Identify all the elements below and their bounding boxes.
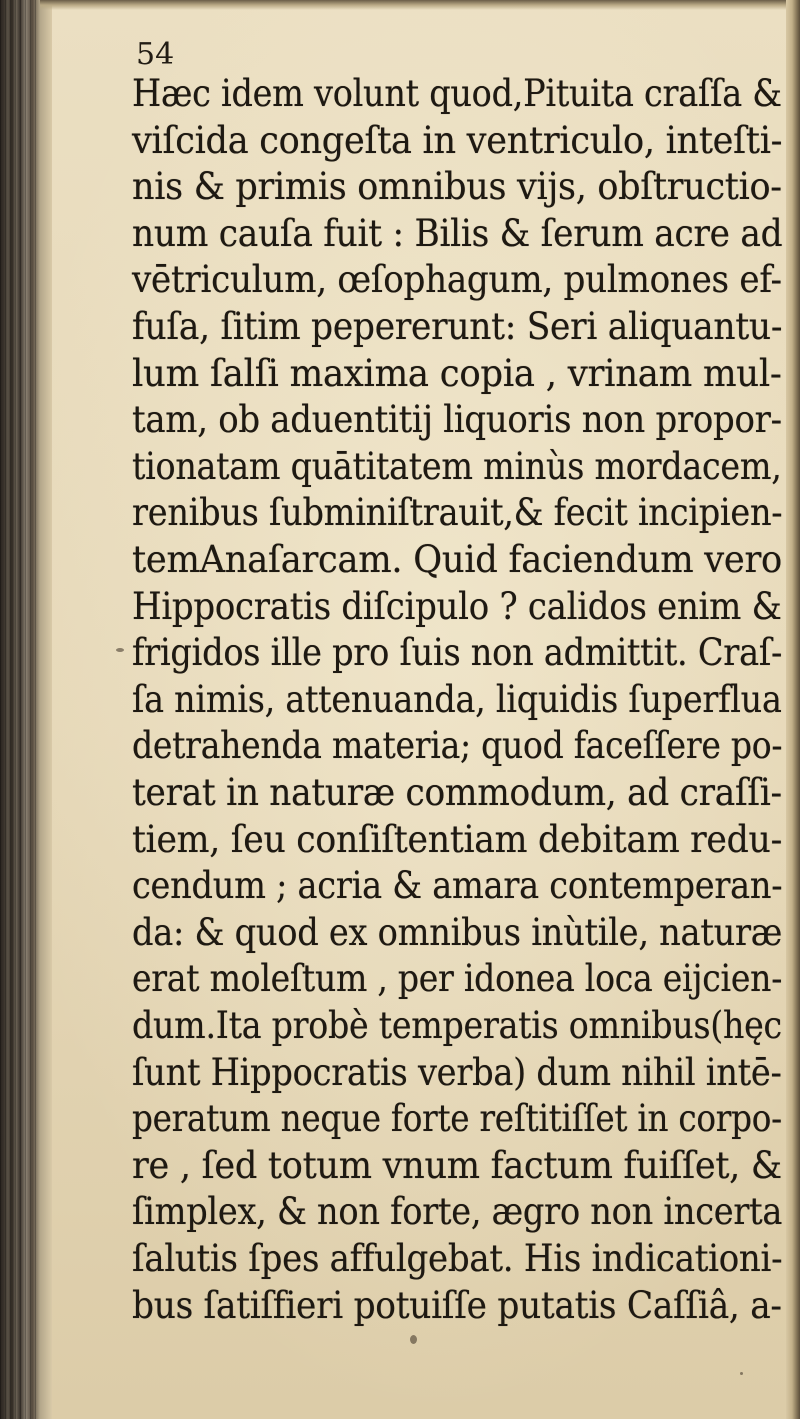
- text-line: bus ſatiſfieri potuiſſe putatis Caſſiâ, a-: [132, 1283, 782, 1327]
- text-line: renibus ſubminiſtrauit,& fecit incipien-: [132, 491, 783, 535]
- page-number: 54: [136, 37, 175, 72]
- text-line: Hæc idem volunt quod,Pituita craſſa &: [132, 72, 782, 115]
- page-top-edge: [40, 0, 800, 10]
- text-line: viſcida congeſta in ventriculo, inteſti-: [132, 118, 783, 162]
- text-line: dum.Ita probè temperatis omnibus(hęc: [132, 1004, 782, 1047]
- text-line: Hippocratis diſcipulo ? calidos enim &: [132, 584, 782, 628]
- text-line: ſunt Hippocratis verba) dum nihil intē-: [132, 1050, 782, 1094]
- text-line: temAnaſarcam. Quid faciendum vero: [132, 538, 783, 581]
- text-line: ſa nimis, attenuanda, liquidis ſuperflua: [132, 677, 782, 721]
- text-line: lum ſalſi maxima copia , vrinam mul-: [132, 351, 782, 395]
- binding-texture: [0, 0, 40, 1419]
- text-line: peratum neque forte reſtitiſſet in corpo-: [132, 1097, 782, 1141]
- text-line: frigidos ille pro ſuis non admittit. Craſ-: [132, 631, 783, 675]
- text-line: ſimplex, & non forte, ægro non incerta: [132, 1190, 783, 1234]
- text-line: tionatam quātitatem minùs mordacem,: [132, 444, 782, 488]
- text-line: num cauſa fuit : Bilis & ſerum acre ad: [132, 211, 783, 255]
- text-line: tam, ob aduentitij liquoris non propor-: [132, 398, 782, 442]
- text-line: terat in naturæ commodum, ad craſſi-: [132, 771, 782, 814]
- ink-speck: [116, 648, 124, 652]
- text-line: erat moleſtum , per idonea loca eijcien-: [132, 957, 783, 1001]
- page-right-edge: [786, 0, 800, 1419]
- text-line: da: & quod ex omnibus inùtile, naturæ: [132, 910, 783, 954]
- text-line: tiem, ſeu conſiſtentiam debitam redu-: [132, 817, 783, 861]
- text-line: fuſa, ſitim pepererunt: Seri aliquantu-: [132, 305, 783, 348]
- ink-speck: [410, 1335, 417, 1344]
- ink-speck: [740, 1372, 743, 1375]
- text-line: cendum ; acria & amara contemperan-: [132, 864, 783, 908]
- text-line: detrahenda materia; quod faceſſere po-: [132, 724, 783, 768]
- text-line: vētriculum, œſophagum, pulmones ef-: [132, 258, 782, 302]
- text-line: re , ſed totum vnum factum fuiſſet, &: [132, 1143, 782, 1187]
- text-line: ſalutis ſpes affulgebat. His indicationi-: [132, 1237, 783, 1280]
- text-line: nis & primis omnibus vijs, obſtructio-: [132, 165, 782, 209]
